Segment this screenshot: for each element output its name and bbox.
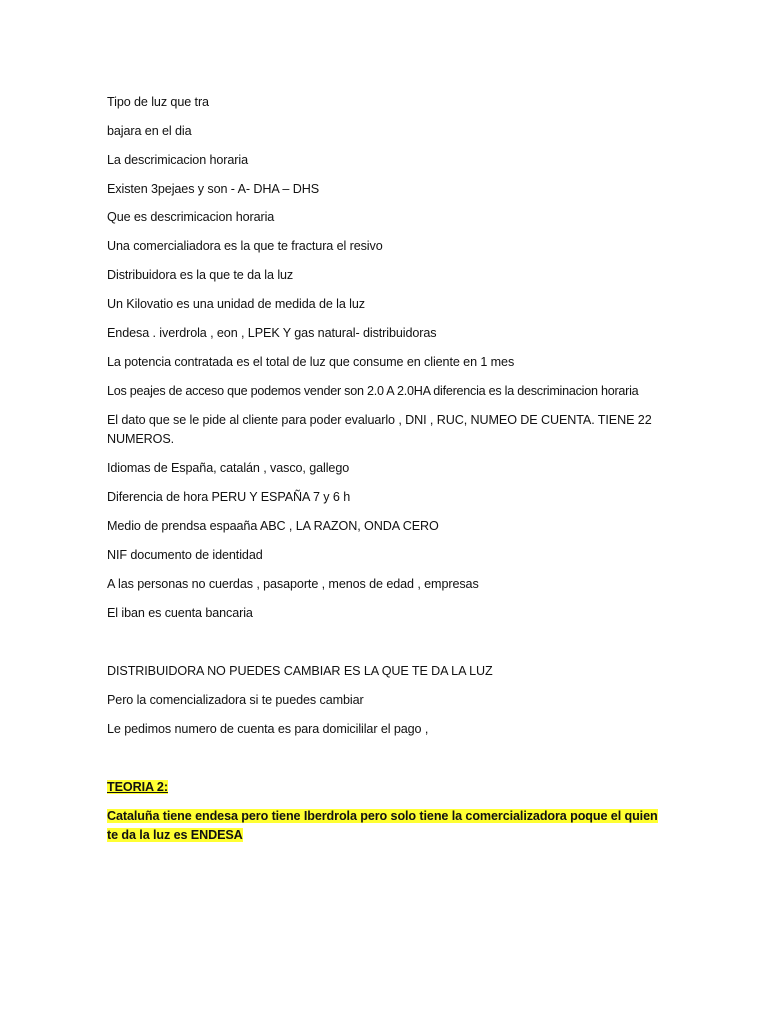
text-line: El iban es cuenta bancaria — [107, 606, 253, 620]
text-line: Diferencia de hora PERU Y ESPAÑA 7 y 6 h — [107, 490, 351, 504]
text-line: Distribuidora es la que te da la luz — [107, 268, 294, 282]
text-line: Tipo de luz que tra — [107, 95, 209, 109]
text-line: Le pedimos numero de cuenta es para domicililar el pago , — [107, 722, 429, 736]
text-line: Pero la comencializadora si te puedes cambiar — [107, 693, 364, 707]
text-line: Medio de prendsa espaaña ABC , LA RAZON, ONDA CERO — [107, 519, 439, 533]
text-line: La descrimicacion horaria — [107, 153, 248, 167]
teoria-heading-line — [107, 778, 667, 797]
text-line: El dato que se le pide al cliente para poder evaluarlo , DNI , RUC, NUMEO DE CUENTA. TIENE 22 NUMEROS. — [107, 413, 652, 446]
text-line: A las personas no cuerdas , pasaporte , menos de edad , empresas — [107, 577, 479, 591]
text-line: Un Kilovatio es una unidad de medida de la luz — [107, 297, 365, 311]
teoria-heading: TEORIA 2: — [107, 780, 168, 794]
text-line: NIF documento de identidad — [107, 548, 263, 562]
text-line: Una comercialiadora es la que te fractura el resivo — [107, 239, 383, 253]
text-line: Que es descrimicacion horaria — [107, 210, 275, 224]
text-line: bajara en el dia — [107, 124, 192, 138]
text-line: Los peajes de acceso que podemos vender son 2.0 A 2.0HA diferencia es la descriminacion horaria — [107, 384, 639, 398]
teoria-text: Cataluña tiene endesa pero tiene Iberdrola pero solo tiene la comercializadora poque el quien te da la luz es ENDESA — [107, 809, 658, 842]
text-line: Idiomas de España, catalán , vasco, gallego — [107, 461, 350, 475]
text-line: Existen 3pejaes y son - A- DHA – DHS — [107, 182, 319, 196]
text-line: DISTRIBUIDORA NO PUEDES CAMBIAR ES LA QUE TE DA LA LUZ — [107, 664, 493, 678]
text-line: Endesa . iverdrola , eon , LPEK Y gas natural- distribuidoras — [107, 326, 437, 340]
teoria-paragraph — [107, 807, 667, 845]
text-line: La potencia contratada es el total de luz que consume en cliente en 1 mes — [107, 355, 515, 369]
